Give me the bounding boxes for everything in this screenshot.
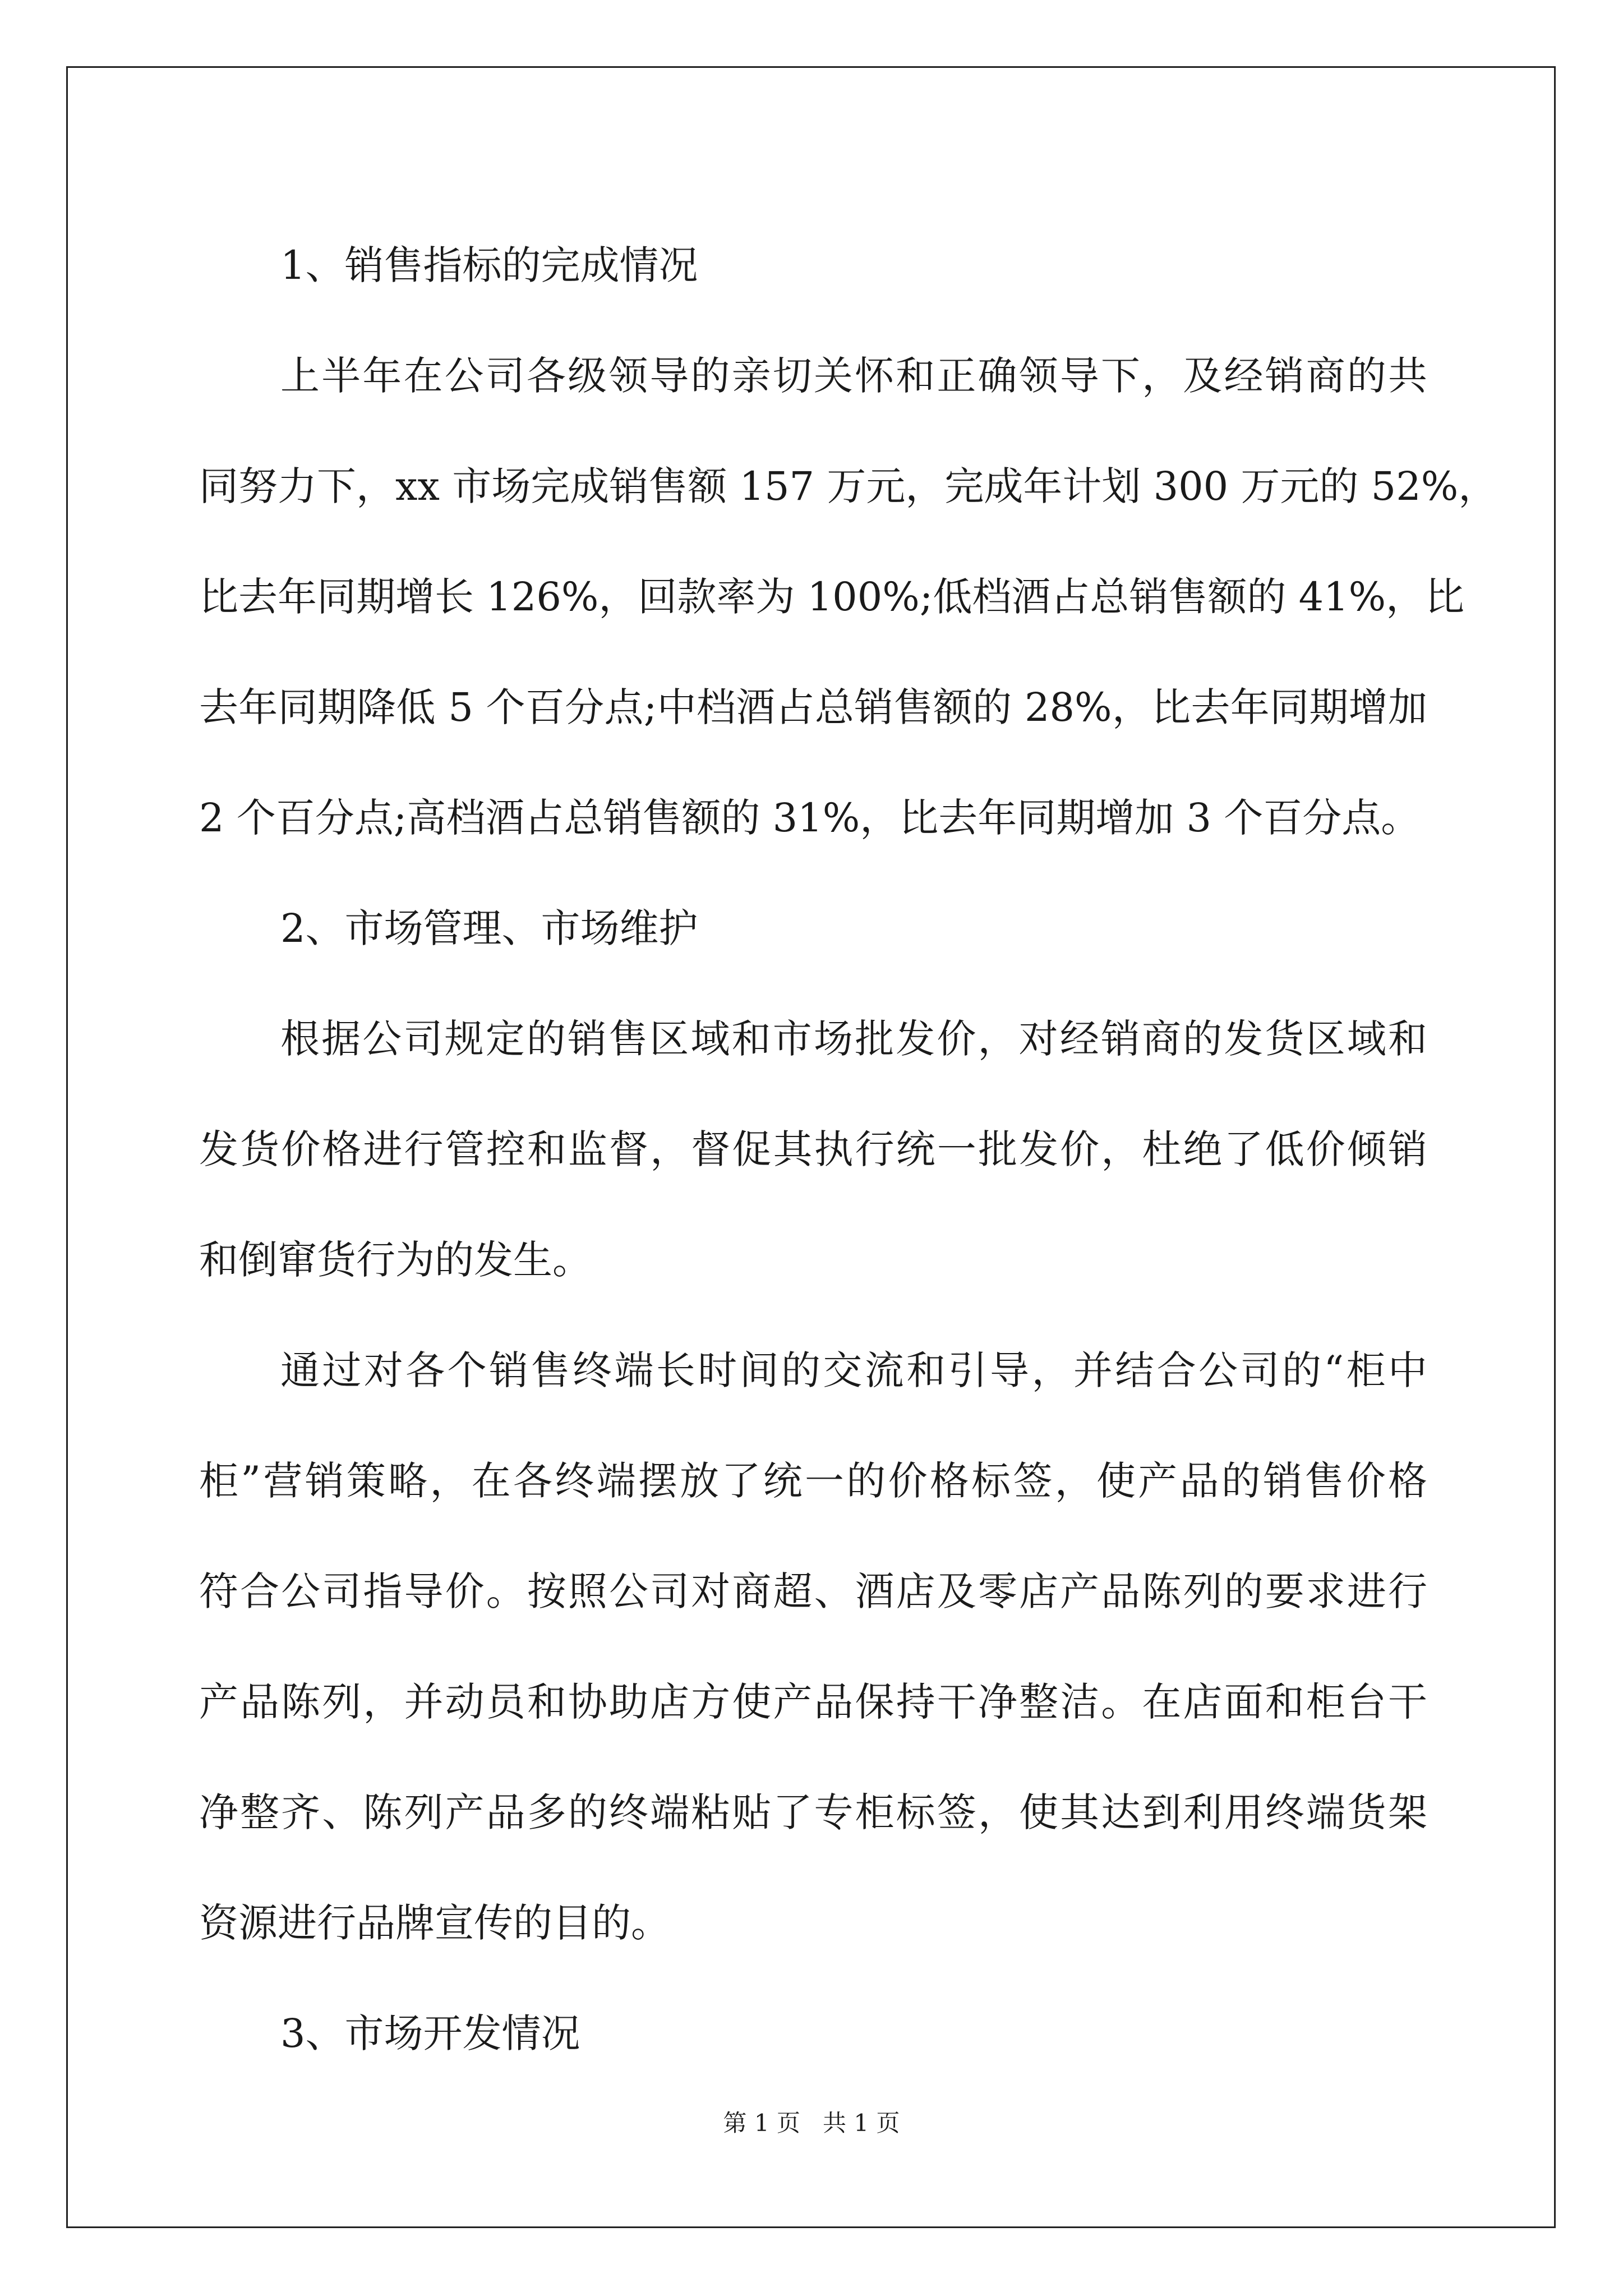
paragraph-line: 去年同期降低 5 个百分点;中档酒占总销售额的 28%，比去年同期增加 <box>199 684 1427 730</box>
paragraph-line: 上半年在公司各级领导的亲切关怀和正确领导下，及经销商的共 <box>280 353 1427 399</box>
paragraph-line: 净整齐、陈列产品多的终端粘贴了专柜标签，使其达到利用终端货架 <box>199 1789 1427 1835</box>
section-heading-market-management: 2、市场管理、市场维护 <box>280 905 698 951</box>
document-body <box>199 210 1498 2089</box>
paragraph-line: 比去年同期增长 126%，回款率为 100%;低档酒占总销售额的 41%，比 <box>199 574 1465 620</box>
paragraph-line: 资源进行品牌宣传的目的。 <box>199 1900 670 1946</box>
paragraph-line: 通过对各个销售终端长时间的交流和引导，并结合公司的“柜中 <box>280 1347 1427 1393</box>
paragraph-line: 2 个百分点;高档酒占总销售额的 31%，比去年同期增加 3 个百分点。 <box>199 795 1421 841</box>
paragraph-line: 同努力下，xx 市场完成销售额 157 万元，完成年计划 300 万元的 52%， <box>199 463 1498 509</box>
page-footer: 第 1 页 共 1 页 <box>723 2109 900 2137</box>
paragraph-line: 符合公司指导价。按照公司对商超、酒店及零店产品陈列的要求进行 <box>199 1568 1427 1614</box>
paragraph-line: 发货价格进行管控和监督，督促其执行统一批发价，杜绝了低价倾销 <box>199 1126 1427 1172</box>
paragraph-line: 产品陈列，并动员和协助店方使产品保持干净整洁。在店面和柜台干 <box>199 1679 1427 1725</box>
section-heading-sales-targets: 1、销售指标的完成情况 <box>280 242 698 288</box>
paragraph-line: 和倒窜货行为的发生。 <box>199 1237 592 1283</box>
section-heading-market-development: 3、市场开发情况 <box>280 2010 580 2056</box>
paragraph-line: 根据公司规定的销售区域和市场批发价，对经销商的发货区域和 <box>280 1016 1427 1062</box>
paragraph-line: 柜”营销策略，在各终端摆放了统一的价格标签，使产品的销售价格 <box>199 1458 1427 1504</box>
